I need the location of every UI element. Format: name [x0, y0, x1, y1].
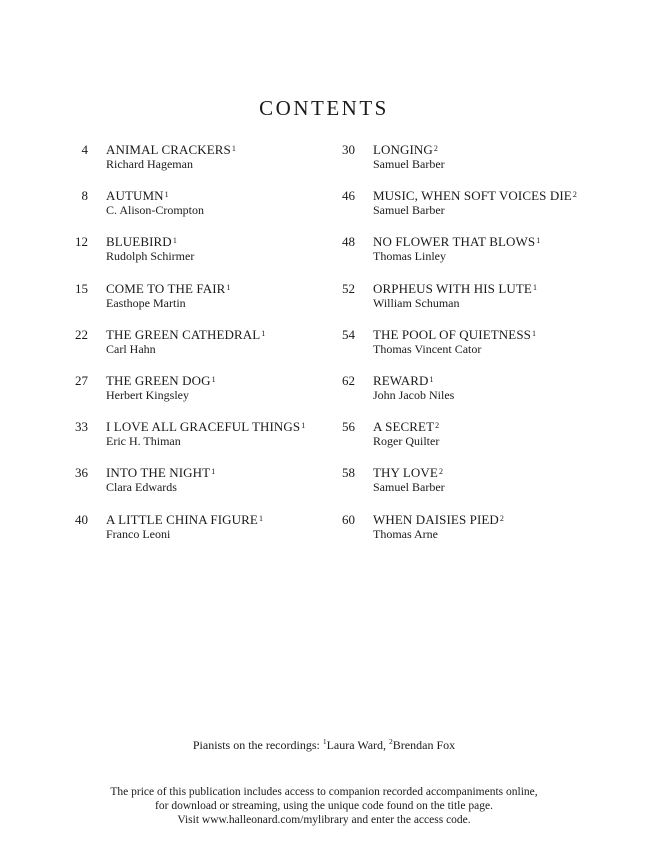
page-number: 60 — [342, 511, 355, 527]
pianist-footnote-mark: 2 — [438, 467, 444, 477]
composer-name: William Schuman — [373, 295, 460, 310]
pianist-footnote-mark: 1 — [301, 421, 306, 431]
composer-name: Clara Edwards — [106, 480, 177, 495]
song-title — [373, 327, 536, 342]
song-title-text: BLUEBIRD — [106, 234, 172, 250]
page-number: 40 — [75, 511, 88, 527]
composer-name: John Jacob Niles — [373, 387, 455, 402]
composer-name: Samuel Barber — [373, 480, 445, 495]
contents-entry — [330, 281, 630, 327]
song-title — [373, 373, 434, 388]
pianist-name-2: Brendan Fox — [392, 738, 456, 752]
song-title-text: INTO THE NIGHT — [106, 465, 211, 481]
contents-entry — [330, 419, 630, 465]
song-title-text: THY LOVE — [373, 465, 438, 481]
contents-entry — [330, 512, 630, 558]
page-number: 12 — [75, 234, 88, 250]
pianist-footnote-mark: 1 — [536, 236, 541, 246]
song-title — [106, 188, 169, 203]
pianist-footnote-mark: 2 — [433, 144, 439, 153]
composer-name: C. Alison-Crompton — [106, 203, 205, 218]
pianist-footnote-mark: 1 — [164, 190, 169, 200]
song-title-text: LONGING — [373, 142, 433, 157]
contents-entry — [60, 188, 330, 234]
pianists-credit — [0, 738, 648, 753]
contents-entry — [60, 281, 330, 327]
pianist-footnote-mark: 1 — [211, 467, 216, 477]
contents-left-column — [60, 142, 330, 558]
page-number: 30 — [342, 142, 355, 157]
contents-entry — [330, 465, 630, 511]
composer-name: Thomas Linley — [373, 249, 446, 264]
composer-name: Carl Hahn — [106, 341, 156, 356]
page-number: 58 — [342, 465, 355, 481]
contents-entry — [60, 142, 330, 188]
page-number: 8 — [81, 188, 88, 204]
contents-entry — [60, 373, 330, 419]
song-title-text: THE GREEN DOG — [106, 372, 211, 388]
pianist-mark-2: 2 — [389, 737, 393, 746]
song-title — [373, 281, 537, 296]
contents-entry — [330, 373, 630, 419]
song-title — [373, 234, 540, 249]
access-note-line: for download or streaming, using the unique code found on the title page. — [155, 800, 493, 812]
page-number: 15 — [75, 280, 88, 296]
page-number: 22 — [75, 326, 88, 342]
page-number: 33 — [75, 419, 88, 435]
song-title-text: THE GREEN CATHEDRAL — [106, 326, 261, 342]
song-title — [106, 327, 265, 342]
contents-right-column — [330, 142, 630, 558]
song-title — [106, 234, 177, 249]
song-title — [373, 512, 504, 527]
composer-name: Rudolph Schirmer — [106, 249, 195, 264]
song-title — [106, 373, 216, 388]
composer-name: Easthope Martin — [106, 295, 186, 310]
pianist-footnote-mark: 1 — [258, 513, 264, 523]
contents-entry — [60, 234, 330, 280]
song-title-text: COME TO THE FAIR — [106, 280, 226, 296]
song-title-text: ANIMAL CRACKERS — [106, 142, 231, 157]
composer-name: Franco Leoni — [106, 526, 171, 541]
composer-name: Thomas Arne — [373, 526, 438, 541]
page-number: 46 — [342, 188, 355, 204]
pianist-footnote-mark: 1 — [429, 374, 434, 384]
song-title — [373, 419, 439, 434]
song-title — [373, 188, 577, 203]
song-title — [373, 142, 438, 157]
song-title-text: REWARD — [373, 372, 429, 388]
song-title-text: WHEN DAISIES PIED — [373, 511, 499, 527]
pianist-mark-1: 1 — [322, 737, 327, 746]
composer-name: Richard Hageman — [106, 157, 193, 171]
song-title — [106, 419, 305, 434]
song-title-text: A SECRET — [373, 419, 435, 435]
pianist-footnote-mark: 1 — [231, 144, 237, 153]
song-title — [106, 142, 236, 157]
song-title-text: THE POOL OF QUIETNESS — [373, 326, 531, 342]
contents-entry — [330, 327, 630, 373]
pianist-footnote-mark: 2 — [572, 190, 577, 200]
pianist-footnote-mark: 2 — [435, 421, 440, 431]
access-note-line: The price of this publication includes access to companion recorded accompaniments online, — [110, 786, 538, 798]
song-title-text: MUSIC, WHEN SOFT VOICES DIE — [373, 188, 572, 204]
pianist-footnote-mark: 1 — [211, 374, 216, 384]
composer-name: Thomas Vincent Cator — [373, 341, 482, 356]
contents-entry — [330, 142, 630, 188]
composer-name: Eric H. Thiman — [106, 434, 181, 449]
song-title-text: A LITTLE CHINA FIGURE — [106, 511, 258, 527]
page-number: 56 — [342, 419, 355, 435]
pianist-name-1: Laura Ward, — [326, 738, 390, 752]
song-title — [106, 512, 263, 527]
page-number: 27 — [75, 372, 88, 388]
contents-entry — [60, 465, 330, 511]
pianist-footnote-mark: 1 — [531, 328, 537, 338]
composer-name: Samuel Barber — [373, 157, 445, 171]
contents-entry — [60, 327, 330, 373]
contents-entry — [330, 234, 630, 280]
song-title — [106, 281, 231, 296]
contents-entry — [60, 512, 330, 558]
song-title-text: ORPHEUS WITH HIS LUTE — [373, 280, 532, 296]
page-number: 54 — [342, 326, 355, 342]
pianist-footnote-mark: 2 — [499, 513, 505, 523]
song-title-text: NO FLOWER THAT BLOWS — [373, 234, 536, 250]
composer-name: Herbert Kingsley — [106, 387, 189, 402]
pianist-footnote-mark: 1 — [261, 328, 266, 338]
pianist-footnote-mark: 1 — [226, 282, 231, 292]
page-number: 36 — [75, 465, 88, 481]
song-title-text: AUTUMN — [106, 188, 164, 204]
composer-name: Samuel Barber — [373, 203, 445, 218]
page-number: 52 — [342, 280, 355, 296]
song-title — [106, 465, 215, 480]
composer-name: Roger Quilter — [373, 434, 440, 449]
pianists-prefix: Pianists on the recordings: — [192, 738, 323, 752]
contents-entry — [330, 188, 630, 234]
access-note — [0, 785, 648, 827]
page-title: CONTENTS — [259, 96, 389, 120]
contents-entry — [60, 419, 330, 465]
access-note-line: Visit www.halleonard.com/mylibrary and enter the access code. — [177, 814, 471, 826]
page-number: 48 — [342, 234, 355, 250]
pianist-footnote-mark: 1 — [532, 282, 538, 292]
page-number: 62 — [342, 372, 355, 388]
song-title — [373, 465, 443, 480]
pianist-footnote-mark: 1 — [172, 236, 177, 246]
song-title-text: I LOVE ALL GRACEFUL THINGS — [106, 419, 301, 435]
page-number: 4 — [81, 142, 88, 157]
